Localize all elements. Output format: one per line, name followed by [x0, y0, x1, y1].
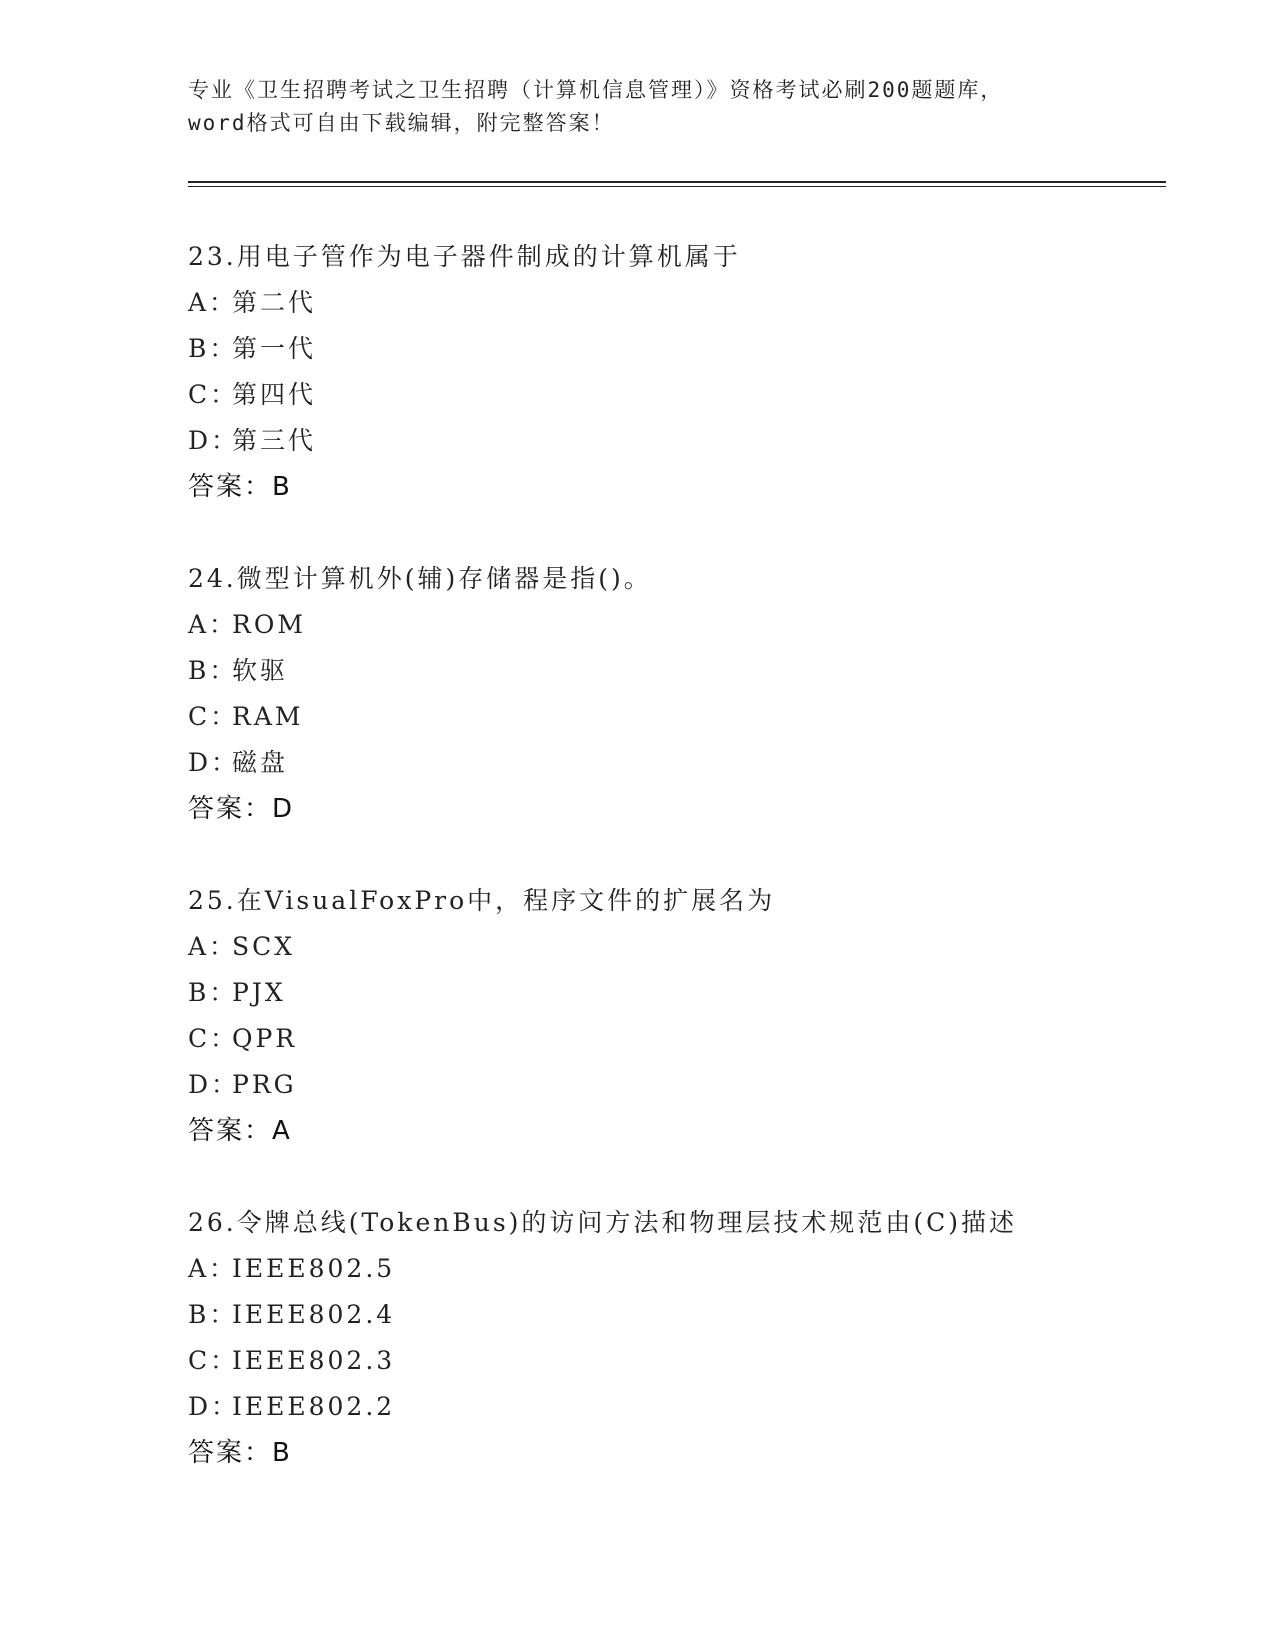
- option-b: [188, 970, 1178, 1016]
- question-24: [188, 556, 1178, 832]
- option-d: [188, 1384, 1178, 1430]
- header-divider-thin: [188, 186, 1166, 187]
- option-a: [188, 602, 1178, 648]
- option-key: A：: [188, 610, 238, 639]
- option-text: 磁盘: [232, 748, 289, 777]
- option-c: [188, 694, 1178, 740]
- option-text: ROM: [232, 610, 306, 639]
- option-key: C：: [188, 1024, 239, 1053]
- answer-line: 答案：D: [188, 794, 295, 824]
- option-text: RAM: [232, 702, 304, 731]
- option-text: IEEE802.2: [232, 1392, 396, 1421]
- option-text: QPR: [232, 1024, 298, 1053]
- option-text: 第四代: [232, 380, 317, 409]
- header-divider-thick: [188, 181, 1166, 183]
- option-b: [188, 1292, 1178, 1338]
- option-text: 第一代: [232, 334, 317, 363]
- option-key: B：: [188, 978, 238, 1007]
- option-key: A：: [188, 288, 238, 317]
- option-text: 第二代: [232, 288, 317, 317]
- option-d: [188, 740, 1178, 786]
- answer-line: 答案：B: [188, 1438, 292, 1468]
- option-text: 软驱: [232, 656, 289, 685]
- option-key: B：: [188, 1300, 238, 1329]
- option-key: D：: [188, 748, 240, 777]
- option-a: [188, 280, 1178, 326]
- option-text: IEEE802.3: [232, 1346, 396, 1375]
- header-line-1: 专业《卫生招聘考试之卫生招聘（计算机信息管理）》资格考试必刷200题题库，: [188, 78, 1004, 102]
- question-stem: 26.令牌总线(TokenBus)的访问方法和物理层技术规范由(C)描述: [188, 1208, 1018, 1237]
- answer-line: 答案：B: [188, 472, 292, 502]
- question-23: [188, 234, 1178, 510]
- option-text: PRG: [232, 1070, 297, 1099]
- option-text: SCX: [232, 932, 296, 961]
- option-key: C：: [188, 702, 239, 731]
- option-text: PJX: [232, 978, 286, 1007]
- header-line-2: word格式可自由下载编辑，附完整答案！: [188, 111, 615, 135]
- option-key: A：: [188, 932, 238, 961]
- option-key: B：: [188, 656, 238, 685]
- option-key: D：: [188, 426, 240, 455]
- option-text: 第三代: [232, 426, 317, 455]
- option-key: C：: [188, 1346, 239, 1375]
- question-stem: 24.微型计算机外(辅)存储器是指()。: [188, 564, 652, 593]
- option-b: [188, 648, 1178, 694]
- option-text: IEEE802.4: [232, 1300, 396, 1329]
- question-stem: 25.在VisualFoxPro中，程序文件的扩展名为: [188, 886, 776, 915]
- answer-line: 答案：A: [188, 1116, 292, 1146]
- option-key: B：: [188, 334, 238, 363]
- question-25: [188, 878, 1178, 1154]
- document-header: [188, 74, 1088, 140]
- option-d: [188, 1062, 1178, 1108]
- option-key: C：: [188, 380, 239, 409]
- option-key: A：: [188, 1254, 238, 1283]
- option-text: IEEE802.5: [232, 1254, 396, 1283]
- question-26: [188, 1200, 1178, 1476]
- option-key: D：: [188, 1070, 240, 1099]
- option-c: [188, 1016, 1178, 1062]
- option-b: [188, 326, 1178, 372]
- option-a: [188, 1246, 1178, 1292]
- question-stem: 23.用电子管作为电子器件制成的计算机属于: [188, 242, 741, 271]
- option-c: [188, 372, 1178, 418]
- option-c: [188, 1338, 1178, 1384]
- option-a: [188, 924, 1178, 970]
- option-d: [188, 418, 1178, 464]
- option-key: D：: [188, 1392, 240, 1421]
